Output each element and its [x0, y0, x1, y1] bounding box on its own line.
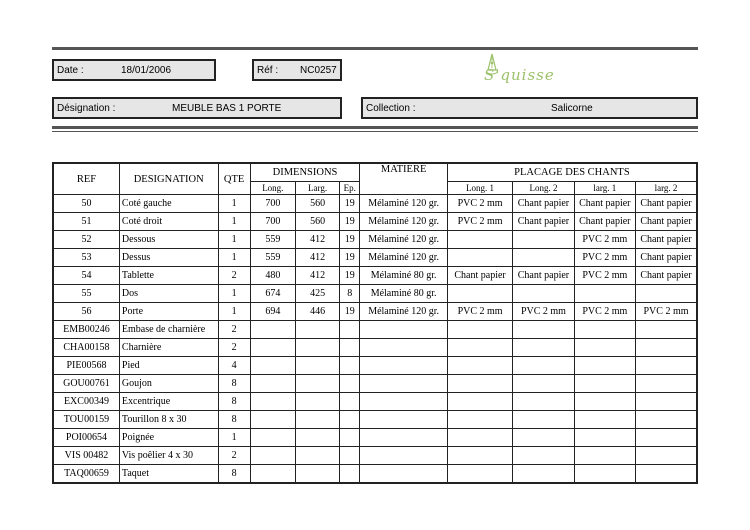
- col-header-matiere: MATIERE: [360, 163, 448, 195]
- cell-designation: Coté gauche: [119, 195, 218, 213]
- cell-ep: 19: [340, 267, 360, 285]
- cell-qte: 1: [218, 249, 250, 267]
- collection-field: [361, 97, 698, 119]
- cell-long: [250, 447, 295, 465]
- cell-long1: [447, 357, 512, 375]
- col-header-larg: Larg.: [295, 182, 339, 195]
- cell-ep: [340, 429, 360, 447]
- date-label: Date :: [57, 65, 84, 76]
- cell-long: [250, 321, 295, 339]
- designation-field: [52, 97, 342, 119]
- cell-long2: PVC 2 mm: [513, 303, 574, 321]
- cell-long1: [447, 249, 512, 267]
- cell-long1: Chant papier: [447, 267, 512, 285]
- cell-long: [250, 339, 295, 357]
- cell-qte: 8: [218, 393, 250, 411]
- cell-long2: [513, 357, 574, 375]
- cell-long1: [447, 393, 512, 411]
- table-row: [53, 285, 697, 303]
- cell-long1: [447, 375, 512, 393]
- collection-label: Collection :: [366, 103, 416, 114]
- cell-long2: Chant papier: [513, 267, 574, 285]
- cell-qte: 8: [218, 375, 250, 393]
- ref-label: Réf :: [257, 65, 279, 76]
- cell-larg1: [574, 321, 635, 339]
- cell-long1: [447, 285, 512, 303]
- cell-long: [250, 411, 295, 429]
- table-row: [53, 447, 697, 465]
- cell-designation: Tourillon 8 x 30: [119, 411, 218, 429]
- cell-ref: CHA00158: [53, 339, 119, 357]
- cell-larg: [295, 375, 339, 393]
- cell-larg1: [574, 393, 635, 411]
- cell-designation: Tablette: [119, 267, 218, 285]
- cell-designation: Charnière: [119, 339, 218, 357]
- cell-designation: Vis poêlier 4 x 30: [119, 447, 218, 465]
- cell-larg1: PVC 2 mm: [574, 303, 635, 321]
- cell-matiere: [360, 393, 448, 411]
- cell-ref: 50: [53, 195, 119, 213]
- cell-long2: Chant papier: [513, 213, 574, 231]
- cell-larg2: [636, 285, 697, 303]
- cell-long: 559: [250, 231, 295, 249]
- cell-ref: GOU00761: [53, 375, 119, 393]
- col-header-ref: REF: [53, 163, 119, 195]
- cell-ref: TOU00159: [53, 411, 119, 429]
- cell-larg: [295, 465, 339, 484]
- cell-larg2: [636, 411, 697, 429]
- cell-larg2: Chant papier: [636, 231, 697, 249]
- cell-long: [250, 357, 295, 375]
- cell-long1: [447, 411, 512, 429]
- col-header-qte: QTE: [218, 163, 250, 195]
- cell-ref: VIS 00482: [53, 447, 119, 465]
- cell-ref: 55: [53, 285, 119, 303]
- cell-ep: 19: [340, 303, 360, 321]
- cell-qte: 2: [218, 321, 250, 339]
- cell-ref: 53: [53, 249, 119, 267]
- cell-long1: [447, 465, 512, 484]
- cell-long2: [513, 375, 574, 393]
- table-row: [53, 231, 697, 249]
- cell-ref: PIE00568: [53, 357, 119, 375]
- cell-larg2: [636, 321, 697, 339]
- cell-long1: [447, 321, 512, 339]
- cell-ep: 19: [340, 231, 360, 249]
- cell-larg1: [574, 285, 635, 303]
- cell-larg2: Chant papier: [636, 267, 697, 285]
- cell-larg1: [574, 357, 635, 375]
- table-row: [53, 429, 697, 447]
- cell-long: [250, 375, 295, 393]
- cell-qte: 1: [218, 429, 250, 447]
- cell-designation: Embase de charnière: [119, 321, 218, 339]
- cell-larg1: [574, 429, 635, 447]
- cell-larg2: [636, 375, 697, 393]
- cell-ep: 19: [340, 249, 360, 267]
- cell-long1: PVC 2 mm: [447, 195, 512, 213]
- col-header-dimensions: DIMENSIONS: [250, 163, 360, 182]
- cell-larg2: [636, 447, 697, 465]
- cell-long2: [513, 447, 574, 465]
- ref-field: [252, 59, 342, 81]
- squisse-logo: [480, 50, 580, 88]
- cell-larg: [295, 357, 339, 375]
- table-row: [53, 321, 697, 339]
- cell-designation: Porte: [119, 303, 218, 321]
- cell-ref: 56: [53, 303, 119, 321]
- cell-ref: 51: [53, 213, 119, 231]
- table-row: [53, 267, 697, 285]
- cell-ep: 19: [340, 213, 360, 231]
- cell-larg: [295, 393, 339, 411]
- cell-larg1: Chant papier: [574, 195, 635, 213]
- cell-designation: Dessous: [119, 231, 218, 249]
- cell-larg1: [574, 375, 635, 393]
- cell-larg2: [636, 357, 697, 375]
- parts-table-body: [53, 195, 697, 484]
- table-row: [53, 411, 697, 429]
- cell-matiere: [360, 447, 448, 465]
- cell-larg: 446: [295, 303, 339, 321]
- cell-larg1: [574, 447, 635, 465]
- cell-larg: 412: [295, 231, 339, 249]
- cell-designation: Dessus: [119, 249, 218, 267]
- cell-long2: [513, 285, 574, 303]
- cell-matiere: [360, 465, 448, 484]
- cell-ep: [340, 357, 360, 375]
- header-bottom-rule: [52, 126, 698, 129]
- cell-ep: [340, 465, 360, 484]
- date-value: 18/01/2006: [121, 65, 172, 76]
- cell-matiere: Mélaminé 120 gr.: [360, 303, 448, 321]
- cell-long: 480: [250, 267, 295, 285]
- cell-ref: POI00654: [53, 429, 119, 447]
- cell-larg: 560: [295, 213, 339, 231]
- cell-larg2: [636, 429, 697, 447]
- cell-long2: [513, 231, 574, 249]
- cell-larg2: [636, 465, 697, 484]
- cell-larg2: PVC 2 mm: [636, 303, 697, 321]
- cell-long1: [447, 429, 512, 447]
- cell-long: 559: [250, 249, 295, 267]
- cell-long: 700: [250, 195, 295, 213]
- cell-ep: [340, 393, 360, 411]
- cell-larg2: [636, 339, 697, 357]
- cell-ep: [340, 339, 360, 357]
- cell-qte: 2: [218, 447, 250, 465]
- cell-matiere: Mélaminé 80 gr.: [360, 267, 448, 285]
- cell-larg2: Chant papier: [636, 195, 697, 213]
- table-row: [53, 393, 697, 411]
- cell-long2: [513, 249, 574, 267]
- cell-matiere: [360, 411, 448, 429]
- date-field: [52, 59, 216, 81]
- col-header-designation: DESIGNATION: [119, 163, 218, 195]
- cell-ref: 54: [53, 267, 119, 285]
- cell-designation: Taquet: [119, 465, 218, 484]
- cell-ep: [340, 321, 360, 339]
- cell-long2: [513, 429, 574, 447]
- cell-ep: [340, 411, 360, 429]
- header-bottom-rule-thin: [52, 131, 698, 132]
- cell-long1: PVC 2 mm: [447, 213, 512, 231]
- cell-designation: Excentrique: [119, 393, 218, 411]
- cell-matiere: Mélaminé 120 gr.: [360, 249, 448, 267]
- cell-long2: [513, 411, 574, 429]
- cell-larg1: [574, 339, 635, 357]
- cell-qte: 1: [218, 231, 250, 249]
- cell-larg: 412: [295, 267, 339, 285]
- parts-table: [52, 162, 698, 484]
- ref-value: NC0257: [300, 65, 337, 76]
- table-row: [53, 213, 697, 231]
- cell-matiere: Mélaminé 80 gr.: [360, 285, 448, 303]
- cell-larg1: PVC 2 mm: [574, 249, 635, 267]
- cell-larg1: [574, 411, 635, 429]
- cell-long: 700: [250, 213, 295, 231]
- cell-ep: [340, 375, 360, 393]
- table-row: [53, 195, 697, 213]
- cell-matiere: Mélaminé 120 gr.: [360, 195, 448, 213]
- cell-designation: Pied: [119, 357, 218, 375]
- cell-long2: Chant papier: [513, 195, 574, 213]
- cell-larg1: Chant papier: [574, 213, 635, 231]
- cell-larg: 425: [295, 285, 339, 303]
- table-row: [53, 249, 697, 267]
- cell-designation: Dos: [119, 285, 218, 303]
- cell-matiere: [360, 339, 448, 357]
- cell-qte: 1: [218, 213, 250, 231]
- cell-long: [250, 465, 295, 484]
- cell-larg: [295, 321, 339, 339]
- cell-larg: [295, 411, 339, 429]
- cell-long: 674: [250, 285, 295, 303]
- col-header-larg2: larg. 2: [636, 182, 697, 195]
- cell-ref: EMB00246: [53, 321, 119, 339]
- logo-text: S'quisse: [484, 66, 555, 84]
- cell-long: [250, 429, 295, 447]
- table-row: [53, 339, 697, 357]
- cell-ref: 52: [53, 231, 119, 249]
- cell-qte: 1: [218, 303, 250, 321]
- designation-value: MEUBLE BAS 1 PORTE: [172, 103, 282, 114]
- table-row: [53, 303, 697, 321]
- cell-larg: [295, 429, 339, 447]
- cell-ep: [340, 447, 360, 465]
- cell-long2: [513, 465, 574, 484]
- col-header-larg1: larg. 1: [574, 182, 635, 195]
- cell-larg2: [636, 393, 697, 411]
- col-header-long: Long.: [250, 182, 295, 195]
- cell-long2: [513, 321, 574, 339]
- cell-designation: Coté droit: [119, 213, 218, 231]
- cell-qte: 1: [218, 195, 250, 213]
- top-rule: [52, 47, 698, 50]
- cell-qte: 2: [218, 267, 250, 285]
- cell-larg: 412: [295, 249, 339, 267]
- cell-larg: 560: [295, 195, 339, 213]
- cell-long: 694: [250, 303, 295, 321]
- table-row: [53, 357, 697, 375]
- cell-larg1: PVC 2 mm: [574, 267, 635, 285]
- cell-long1: [447, 339, 512, 357]
- cell-qte: 2: [218, 339, 250, 357]
- cell-long1: PVC 2 mm: [447, 303, 512, 321]
- col-header-placage: PLACAGE DES CHANTS: [447, 163, 697, 182]
- cell-qte: 4: [218, 357, 250, 375]
- col-header-long2: Long. 2: [513, 182, 574, 195]
- cell-matiere: [360, 429, 448, 447]
- cell-long2: [513, 393, 574, 411]
- designation-label: Désignation :: [57, 103, 116, 114]
- col-header-ep: Ep.: [340, 182, 360, 195]
- cell-matiere: [360, 375, 448, 393]
- cell-ref: TAQ00659: [53, 465, 119, 484]
- cell-long1: [447, 447, 512, 465]
- cell-ref: EXC00349: [53, 393, 119, 411]
- cell-larg: [295, 339, 339, 357]
- cell-matiere: Mélaminé 120 gr.: [360, 231, 448, 249]
- cell-ep: 8: [340, 285, 360, 303]
- col-header-long1: Long. 1: [447, 182, 512, 195]
- table-row: [53, 375, 697, 393]
- cell-qte: 1: [218, 285, 250, 303]
- collection-value: Salicorne: [551, 103, 593, 114]
- cell-larg2: Chant papier: [636, 213, 697, 231]
- cell-long1: [447, 231, 512, 249]
- cell-designation: Poignée: [119, 429, 218, 447]
- cell-larg1: [574, 465, 635, 484]
- table-row: [53, 465, 697, 484]
- cell-long2: [513, 339, 574, 357]
- cell-larg1: PVC 2 mm: [574, 231, 635, 249]
- cell-larg: [295, 447, 339, 465]
- cell-long: [250, 393, 295, 411]
- cell-matiere: Mélaminé 120 gr.: [360, 213, 448, 231]
- cell-matiere: [360, 357, 448, 375]
- cell-qte: 8: [218, 465, 250, 484]
- cell-designation: Goujon: [119, 375, 218, 393]
- cell-ep: 19: [340, 195, 360, 213]
- cell-larg2: Chant papier: [636, 249, 697, 267]
- cell-qte: 8: [218, 411, 250, 429]
- cell-matiere: [360, 321, 448, 339]
